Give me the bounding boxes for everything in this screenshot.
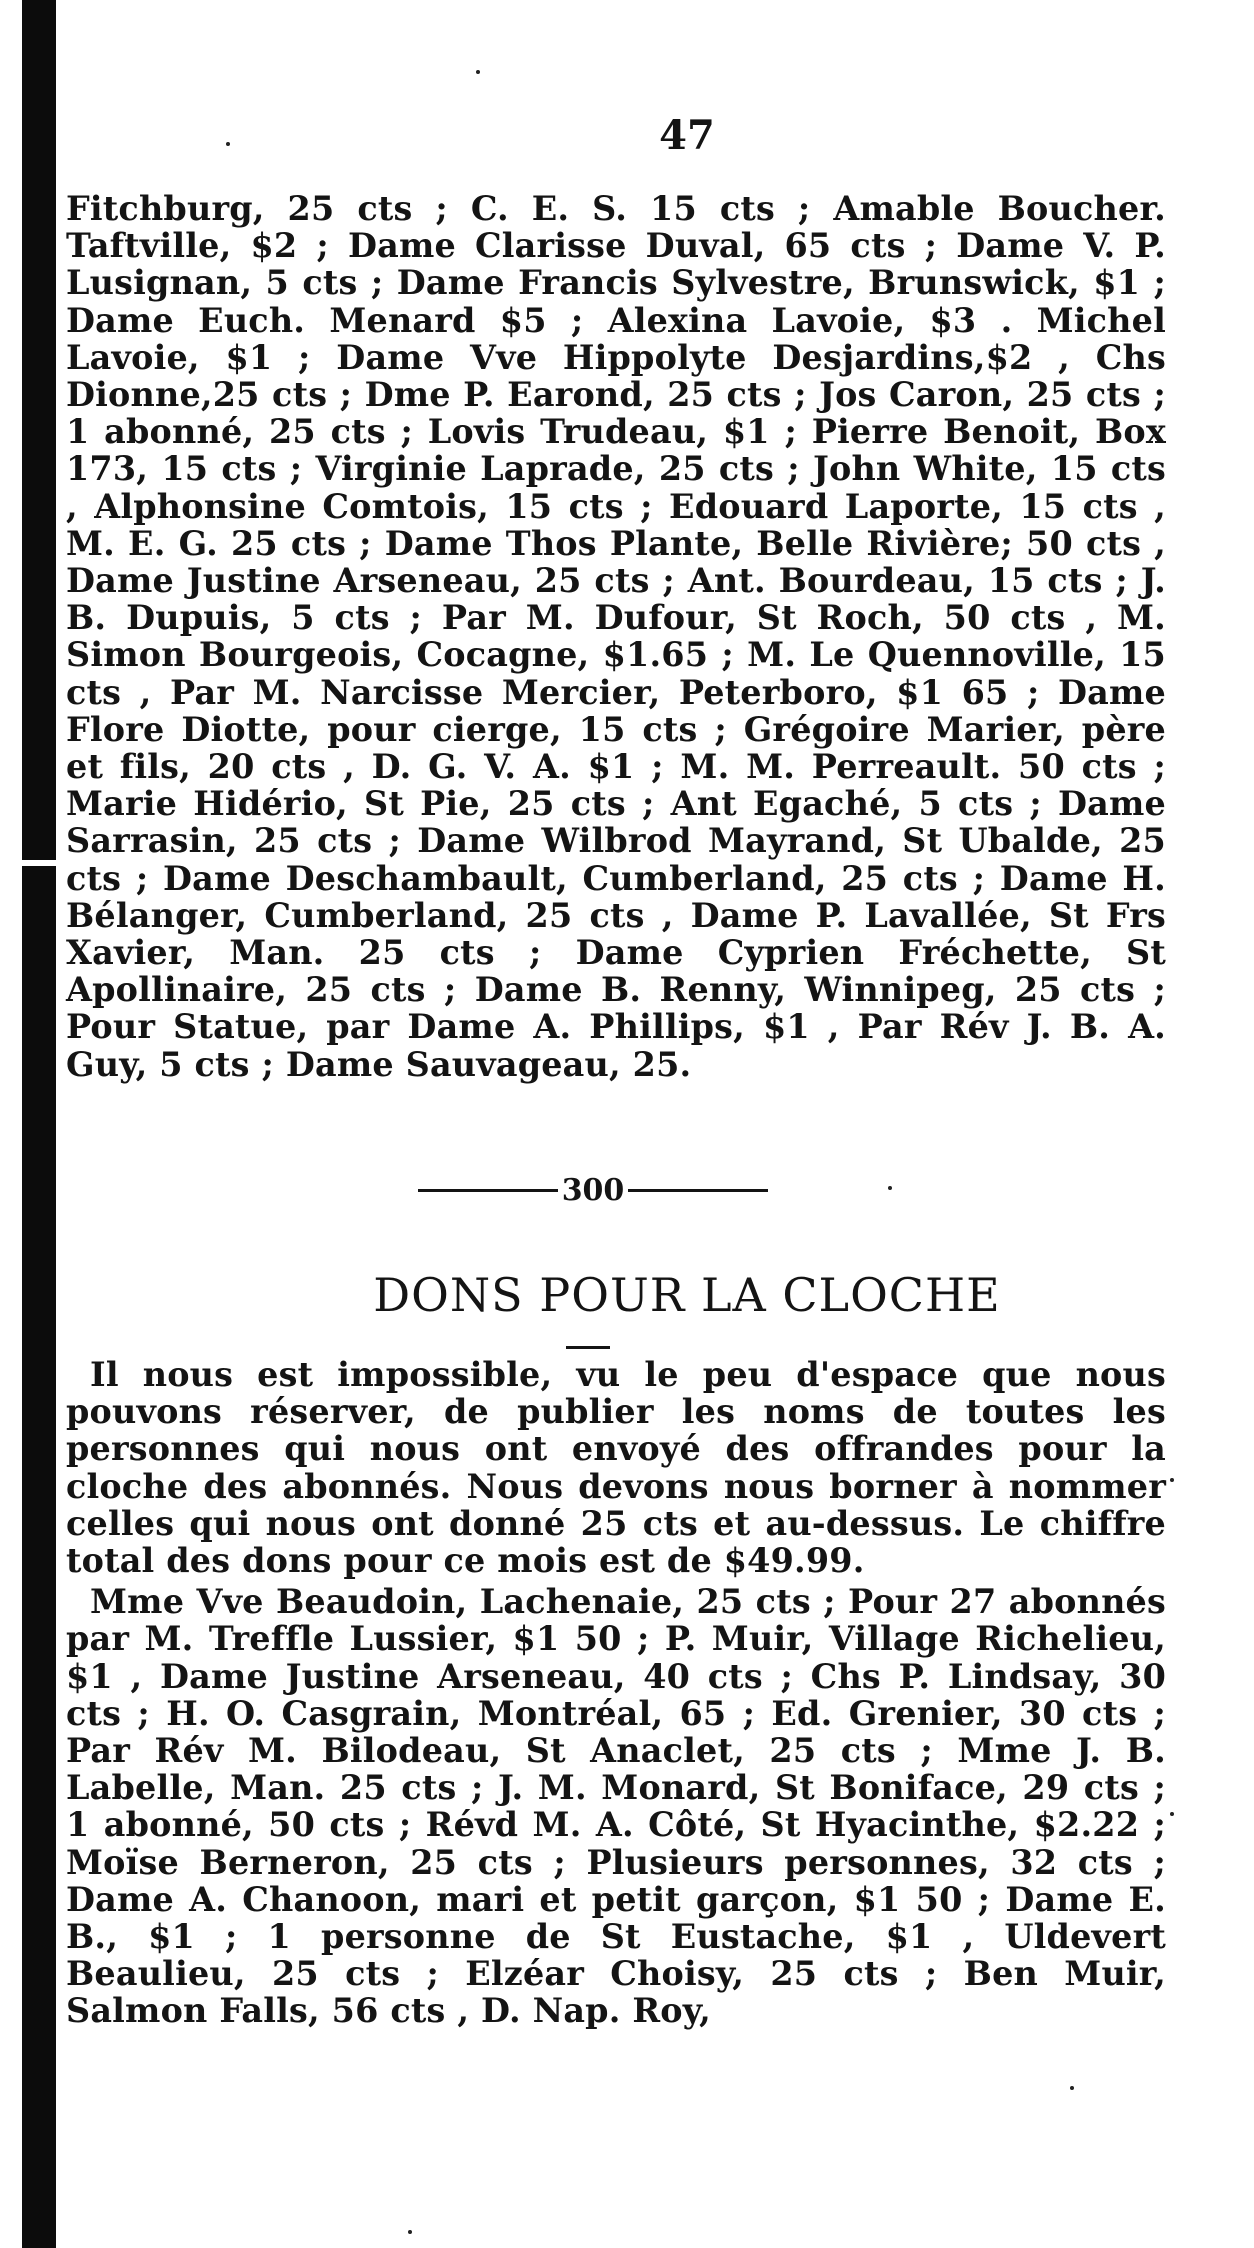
donations-paragraph: Fitchburg, 25 cts ; C. E. S. 15 cts ; Amable Boucher. Taftville, $2 ; Dame Clarisse Duval, 65 cts ; Dame V. P. Lusignan, 5 cts ; Dame Francis Sylvestre, Brunswick, $1 ; Dame Euch. Menard $5 ; Alexina Lavoie, $3 . Michel Lavoie, $1 ; Dame Vve Hippolyte Desjardins,$2 , Chs Dionne,25 cts ; Dme P. Earond, 25 cts ; Jos Caron, 25 cts ; 1 abonné, 25 cts ; Lovis Trudeau, $1 ; Pierre Benoit, Box 173, 15 cts ; Virginie Laprade, 25 cts ; John White, 15 cts , Alphonsine Comtois, 15 cts ; Edouard Laporte, 15 cts , M. E. G. 25 cts ; Dame Thos Plante, Belle Rivière; 50 cts , Dame Justine Arseneau, 25 cts ; Ant. Bourdeau, 15 cts ; J. B. Dupuis, 5 cts ; Par M. Dufour, St Roch, 50 cts , M. Simon Bourgeois, Cocagne, $1.65 ; M. Le Quennoville, 15 cts , Par M. Narcisse Mercier, Peterboro, $1 65 ; Dame Flore Diotte, pour cierge, 15 cts ; Grégoire Marier, père et fils, 20 cts , D. G. V. A. $1 ; M. M. Perreault. 50 cts ; Marie Hidério, St Pie, 25 cts ; Ant Egaché, 5 cts ; Dame Sarrasin, 25 cts ; Dame Wilbrod Mayrand, St Ubalde, 25 cts ; Dame Deschambault, Cumberland, 25 cts ; Dame H. Bélanger, Cumberland, 25 cts , Dame P. Lavallée, St Frs Xavier, Man. 25 cts ; Dame Cyprien Fréchette, St Apollinaire, 25 cts ; Dame B. Renny, Winnipeg, 25 cts ; Pour Statue, par Dame A. Phillips, $1 , Par Rév J. B. A. Guy, 5 cts ; Dame Sauvageau, 25. (66, 189, 1166, 1084)
binding-gutter-gap (22, 860, 56, 866)
page-number: 47 (659, 112, 715, 159)
section-ornament (418, 1170, 768, 1210)
donations-list-continued (66, 190, 1166, 1083)
paper-speck (226, 142, 230, 146)
paper-speck (408, 2230, 412, 2234)
paper-speck (1170, 1478, 1174, 1482)
ornament-glyph: 300 (561, 1172, 625, 1208)
cloche-intro-paragraph: Il nous est impossible, vu le peu d'espace que nous pouvons réserver, de publier les noms de toutes les personnes qui nous ont envoyé des offrandes pour la cloche des abonnés. Nous devons nous borner à nommer celles qui nous ont donné 25 cts et au-dessus. Le chiffre total des dons pour ce mois est de $49.99. (66, 1355, 1166, 1581)
paper-speck (888, 1186, 892, 1190)
section-title: DONS POUR LA CLOCHE (373, 1268, 1001, 1322)
paper-speck (1070, 2086, 1074, 2090)
ornament-rule-left (418, 1189, 558, 1192)
cloche-section-body (66, 1356, 1166, 2030)
cloche-donations-paragraph: Mme Vve Beaudoin, Lachenaie, 25 cts ; Pour 27 abonnés par M. Treffle Lussier, $1 50 ; P. Muir, Village Richelieu, $1 , Dame Justine Arseneau, 40 cts ; Chs P. Lindsay, 30 cts ; H. O. Casgrain, Montréal, 65 ; Ed. Grenier, 30 cts ; Par Rév M. Bilodeau, St Anaclet, 25 cts ; Mme J. B. Labelle, Man. 25 cts ; J. M. Monard, St Boniface, 29 cts ; 1 abonné, 50 cts ; Révd M. A. Côté, St Hyacinthe, $2.22 ; Moïse Berneron, 25 cts ; Plusieurs personnes, 32 cts ; Dame A. Chanoon, mari et petit garçon, $1 50 ; Dame E. B., $1 ; 1 personne de St Eustache, $1 , Uldevert Beaulieu, 25 cts ; Elzéar Choisy, 25 cts ; Ben Muir, Salmon Falls, 56 cts , D. Nap. Roy, (66, 1582, 1166, 2031)
paper-speck (1170, 1812, 1174, 1816)
ornament-rule-right (628, 1189, 768, 1192)
title-underline-rule (566, 1346, 610, 1349)
paper-speck (476, 70, 480, 74)
binding-gutter-bar (22, 0, 56, 2248)
